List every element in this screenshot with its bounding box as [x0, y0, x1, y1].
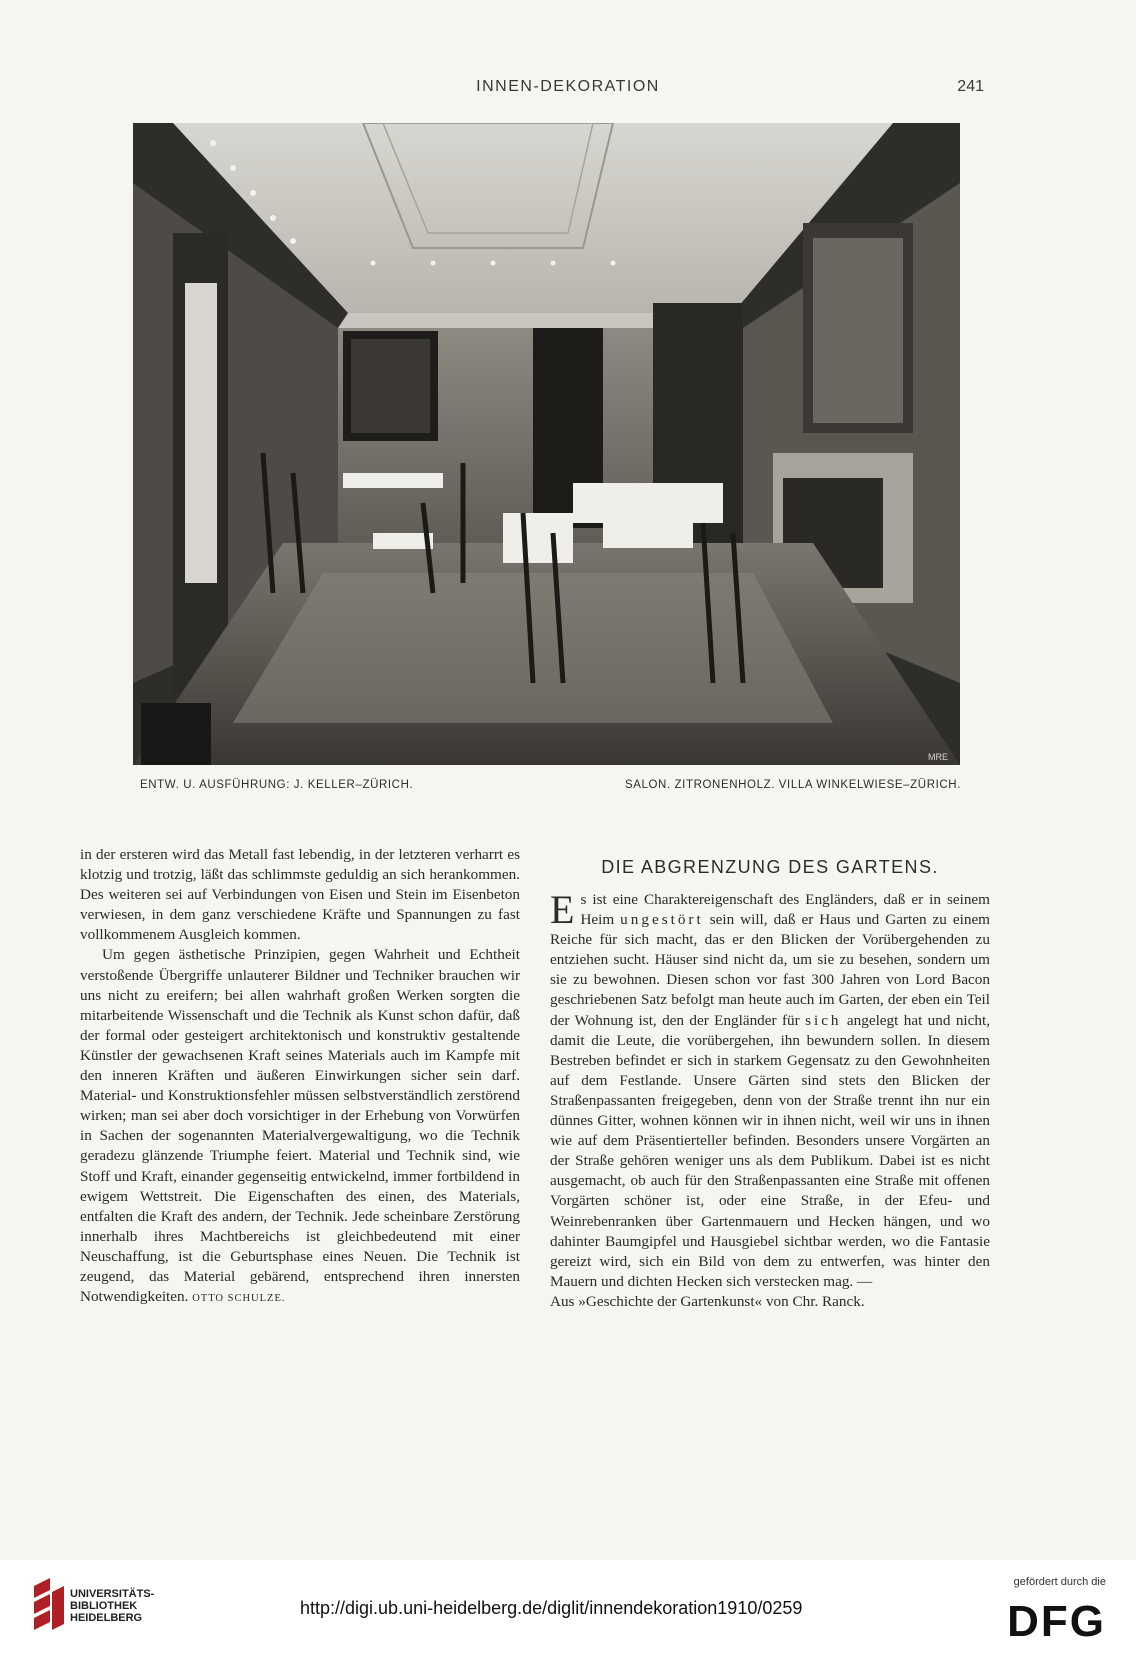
source-url-link[interactable]: http://digi.ub.uni-heidelberg.de/diglit/innendekoration1910/0259	[300, 1598, 803, 1618]
digitization-footer	[0, 1560, 1136, 1653]
library-name-line-2: BIBLIOTHEK	[70, 1600, 138, 1612]
library-name-line-1: UNIVERSITÄTS-	[70, 1588, 155, 1600]
left-paragraph-2-text: Um gegen ästhetische Prinzipien, gegen Wahrheit und Echtheit verstoßende Übergriffe unlauterer Bildner und Techniker brauchen wir uns nicht zu ereifern; bei allen wahrhaft großen Werken sorgten die mitarbeitende Wissenschaft und die Technik als Kunst schon dafür, daß der formal oder gesteigert architektonisch und konstruktiv gestaltende Künstler der gewachsenen Kraft seines Materials auch im Kampfe mit den inneren Kräften und äußeren Einwirkungen sicher sein darf. Material- und Konstruktionsfehler müssen selbstverständlich zerstörend wirken; man sei aber doch vorsichtiger in der Erhebung von Vorwürfen in Sachen der sogenannten Materialvergewaltigung, wo die Technik geradezu glänzende Triumphe feiert. Material und Technik sind, wie Stoff und Kraft, einander gegenseitig entwickelnd, immer fortbildend in ewigem Wettstreit. Die Eigenschaften des einen, des Materials, entfalten die Kraft des andern, der Technik. Jede scheinbare Zerstörung innerhalb ihres Machtbereichs ist gleichbedeutend mit einer Neuschaffung, ist die Geburtsphase eines Neuen. Die Technik ist zeugend, das Material gebärend, entsprechend ihren innersten Notwendigkeiten.	[80, 946, 520, 1306]
spaced-word-sich: sich	[805, 1011, 842, 1029]
running-title: INNEN-DEKORATION	[476, 78, 660, 95]
spaced-word-ungestoert: ungestört	[620, 911, 704, 929]
photo-caption-left: ENTW. U. AUSFÜHRUNG: J. KELLER–ZÜRICH.	[140, 779, 414, 791]
left-paragraph-2	[80, 945, 520, 1309]
author-signature: OTTO SCHULZE.	[192, 1293, 286, 1305]
right-column	[550, 887, 990, 1312]
page-number: 241	[957, 78, 984, 95]
funded-by-label: gefördert durch die	[1013, 1576, 1106, 1588]
drop-cap: E	[550, 887, 575, 932]
article-title: DIE ABGRENZUNG DES GARTENS.	[601, 857, 939, 877]
left-paragraph-1: in der ersteren wird das Metall fast lebendig, in der letzteren verharrt es klotzig und trotzig, läßt das schlimmste geduldig an sich herankommen. Des weiteren sei auf Verbindungen von Eisen und Stein im Eisenbeton verwiesen, in dem ganz verschiedene Kräfte und Spannungen zu fast vollkommenem Ausgleich kommen.	[80, 846, 520, 944]
left-column	[80, 845, 520, 1309]
article-paragraph	[550, 887, 990, 1292]
dfg-logo: DFG	[1007, 1597, 1106, 1646]
article-text-a: s ist eine Charaktereigenschaft des Engländers, daß er in seinem Heim	[580, 891, 990, 929]
library-name	[70, 1588, 154, 1624]
university-library-logo-icon	[30, 1578, 66, 1638]
photo-caption-right: SALON. ZITRONENHOLZ. VILLA WINKELWIESE–ZÜRICH.	[624, 779, 961, 791]
library-name-line-3: HEIDELBERG	[70, 1612, 143, 1624]
article-text-b: sein will, daß er Haus und Garten zu einem Reiche für sich macht, das er den Blicken der Vorübergehenden zu entziehen sucht. Häuser sind nicht da, um sie zu besehen, sondern um sie zu bewohnen. Diesen schon vor fast 300 Jahren von Lord Bacon geschriebenen Satz befolgt man heute auch im Garten, der eben ein Teil der Wohnung ist, den der Engländer für	[550, 911, 990, 1029]
running-head	[0, 78, 1136, 102]
article-text-c: angelegt hat und nicht, damit die Leute, die vorübergehen, ihn bewundern sollen. In diesem Bestreben befindet er sich in starkem Gegensatz zu den Gewohnheiten auf dem Festlande. Unsere Gärten sind stets den Blicken der Straßenpassanten freigegeben, denn von der Straße trennt ihn nur ein dünnes Gitter, wohnen können wir in ihnen nicht, weil wir uns in ihnen wie auf dem Präsentierteller befinden. Besonders unsere Vorgärten an der Straße gehören weniger uns als dem Publikum. Dabei ist es nicht ausgemacht, ob auch für den Straßenpassanten eine Straße mit offenen Vorgärten schöner ist, oder eine Straße, in der Efeu- und Weinrebenranken über Gartenmauern und Hecken hängen, und wo dahinter Baumgipfel und Hausgiebel sichtbar werden, wo die Fantasie gereizt wird, sich ein Bild von dem zu entwerfen, was hinter den Mauern und dichten Hecken sich verstecken mag. —	[550, 1011, 990, 1290]
photo-monogram: MRE	[928, 752, 948, 762]
salon-photograph	[133, 123, 960, 765]
article-source: Aus »Geschichte der Gartenkunst« von Chr. Ranck.	[550, 1292, 865, 1310]
